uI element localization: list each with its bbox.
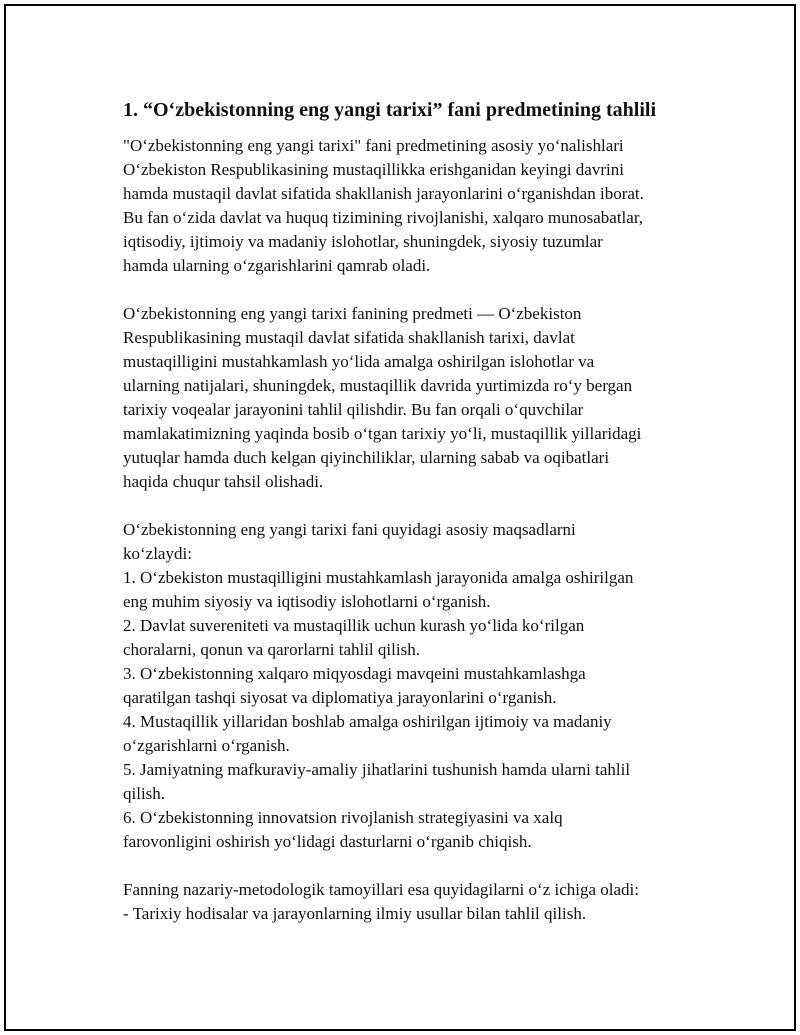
text-line: iqtisodiy, ijtimoiy va madaniy islohotlar, shuningdek, siyosiy tuzumlar xyxy=(123,232,603,251)
text-line: mustaqilligini mustahkamlash yo‘lida amalga oshirilgan islohotlar va xyxy=(123,352,595,371)
text-line: hamda mustaqil davlat sifatida shakllanish jarayonlarini o‘rganishdan iborat. xyxy=(123,184,644,203)
text-line: ko‘zlaydi: xyxy=(123,544,192,563)
text-line: hamda ularning o‘zgarishlarini qamrab oladi. xyxy=(123,256,431,275)
paragraph xyxy=(123,302,689,494)
text-line: eng muhim siyosiy va iqtisodiy islohotlarni o‘rganish. xyxy=(123,592,491,611)
paragraph xyxy=(123,878,689,926)
text-line: 1. O‘zbekiston mustaqilligini mustahkamlash jarayonida amalga oshirilgan xyxy=(123,568,634,587)
text-line: 3. O‘zbekistonning xalqaro miqyosdagi mavqeini mustahkamlashga xyxy=(123,664,586,683)
text-line: Bu fan o‘zida davlat va huquq tizimining rivojlanishi, xalqaro munosabatlar, xyxy=(123,208,644,227)
text-line: o‘zgarishlarni o‘rganish. xyxy=(123,736,290,755)
text-line: O‘zbekistonning eng yangi tarixi fanining predmeti — O‘zbekiston xyxy=(123,304,582,323)
text-line: qaratilgan tashqi siyosat va diplomatiya jarayonlarini o‘rganish. xyxy=(123,688,557,707)
text-line: tarixiy voqealar jarayonini tahlil qilishdir. Bu fan orqali o‘quvchilar xyxy=(123,400,584,419)
text-line: 6. O‘zbekistonning innovatsion rivojlanish strategiyasini va xalq xyxy=(123,808,563,827)
paragraph xyxy=(123,518,689,854)
text-line: haqida chuqur tahsil olishadi. xyxy=(123,472,324,491)
text-line: yutuqlar hamda duch kelgan qiyinchiliklar, ularning sabab va oqibatlari xyxy=(123,448,610,467)
text-line: O‘zbekistonning eng yangi tarixi fani quyidagi asosiy maqsadlarni xyxy=(123,520,576,539)
text-line: qilish. xyxy=(123,784,166,803)
text-line: - Tarixiy hodisalar va jarayonlarning ilmiy usullar bilan tahlil qilish. xyxy=(123,904,587,923)
text-line: Respublikasining mustaqil davlat sifatida shakllanish tarixi, davlat xyxy=(123,328,575,347)
text-line: 2. Davlat suvereniteti va mustaqillik uchun kurash yo‘lida ko‘rilgan xyxy=(123,616,585,635)
text-line: "O‘zbekistonning eng yangi tarixi" fani predmetining asosiy yo‘nalishlari xyxy=(123,136,624,155)
text-line: Fanning nazariy-metodologik tamoyillari esa quyidagilarni o‘z ichiga oladi: xyxy=(123,880,639,899)
text-line: farovonligini oshirish yo‘lidagi dasturlarni o‘rganib chiqish. xyxy=(123,832,532,851)
paragraph xyxy=(123,134,689,278)
document-body xyxy=(119,96,689,950)
paragraph-list xyxy=(119,134,689,926)
text-line: 5. Jamiyatning mafkuraviy-amaliy jihatlarini tushunish hamda ularni tahlil xyxy=(123,760,631,779)
text-line: mamlakatimizning yaqinda bosib o‘tgan tarixiy yo‘li, mustaqillik yillaridagi xyxy=(123,424,642,443)
text-line: choralarni, qonun va qarorlarni tahlil qilish. xyxy=(123,640,420,659)
document-title: 1. “O‘zbekistonning eng yangi tarixi” fani predmetining tahlili xyxy=(123,99,657,121)
text-line: O‘zbekiston Respublikasining mustaqillikka erishganidan keyingi davrini xyxy=(123,160,624,179)
text-line: 4. Mustaqillik yillaridan boshlab amalga oshirilgan ijtimoiy va madaniy xyxy=(123,712,612,731)
text-line: ularning natijalari, shuningdek, mustaqillik davrida yurtimizda ro‘y bergan xyxy=(123,376,633,395)
page-frame xyxy=(4,4,796,1031)
